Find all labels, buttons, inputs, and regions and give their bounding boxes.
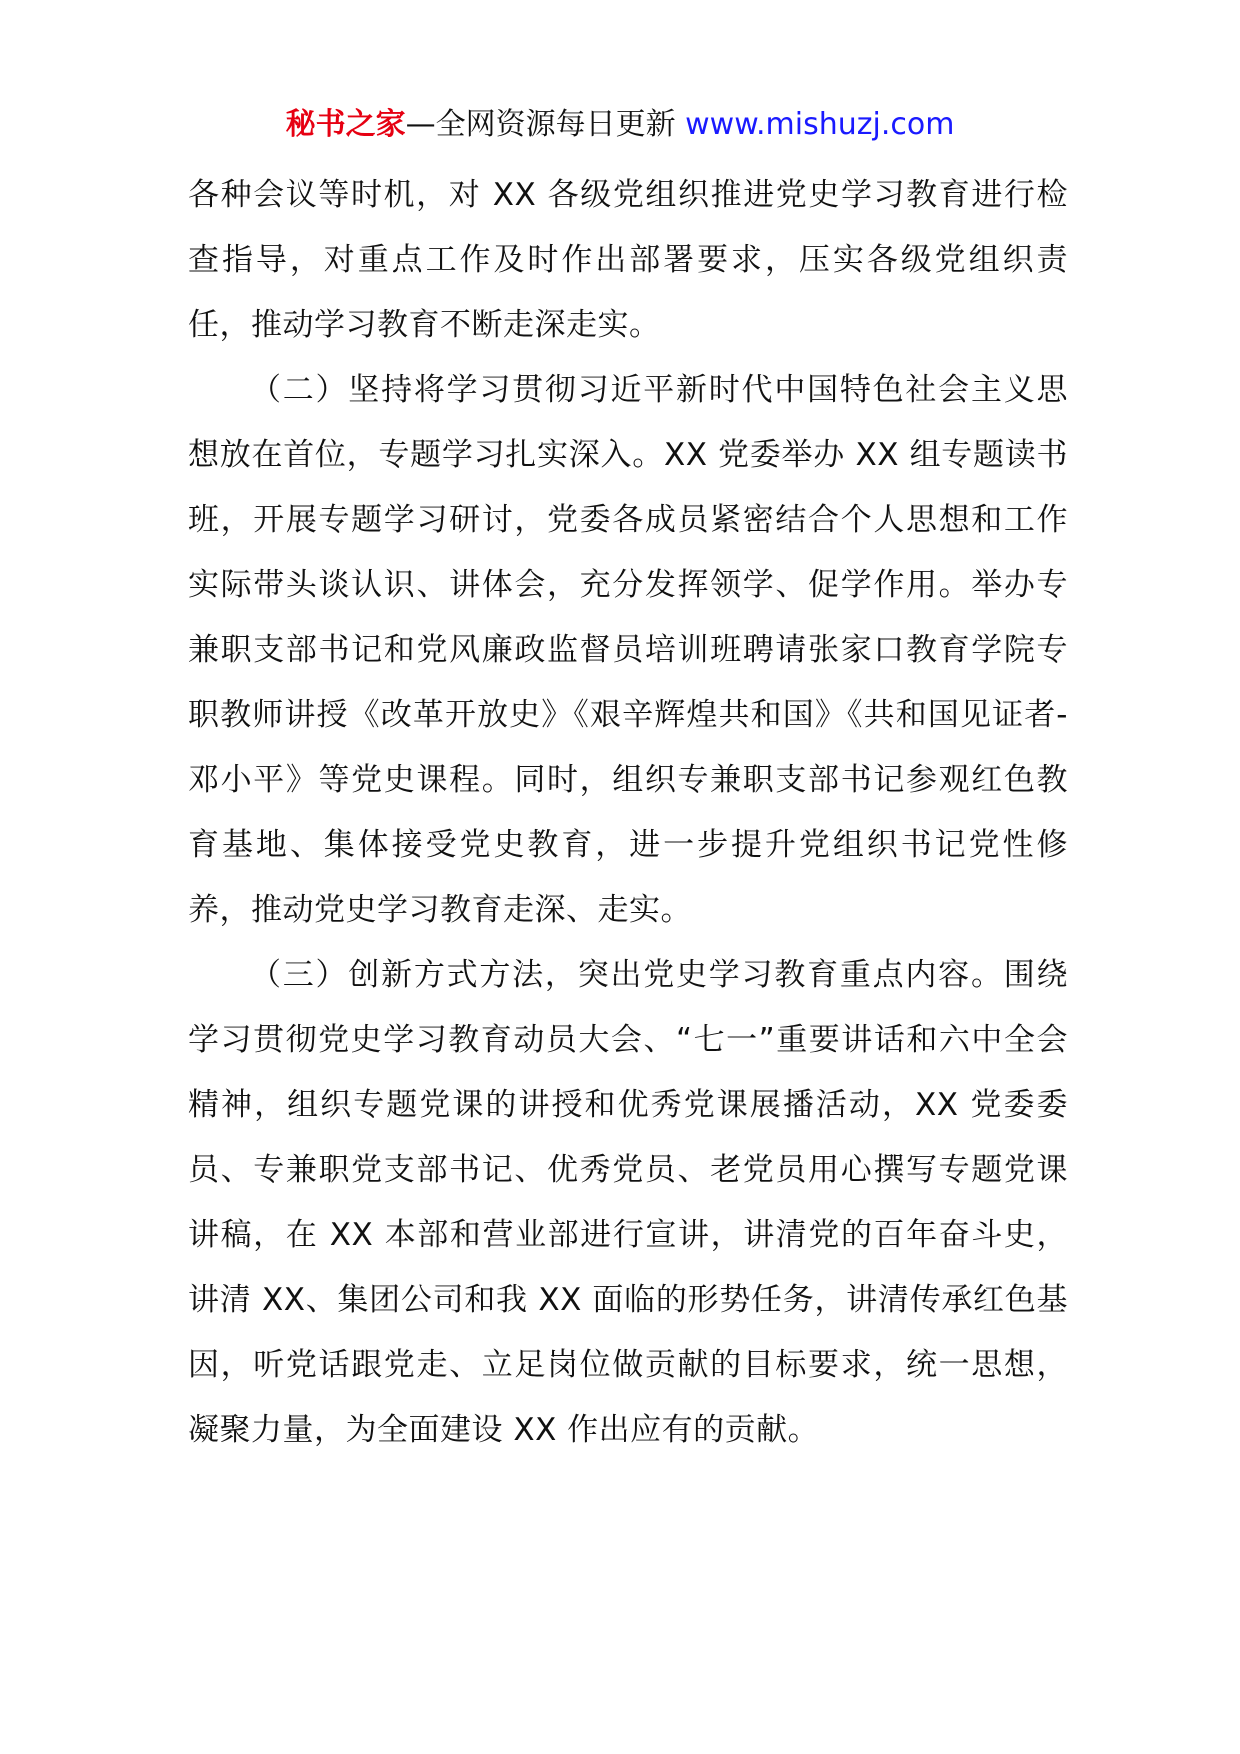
paragraph-section-2: （二）坚持将学习贯彻习近平新时代中国特色社会主义思想放在首位，专题学习扎实深入。XX 党委举办 XX 组专题读书班，开展专题学习研讨，党委各成员紧密结合个人思想和工作实际带头谈认识、讲体会，充分发挥领学、促学作用。举办专兼职支部书记和党风廉政监督员培训班聘请张家口教育学院专职教师讲授《改革开放史》《艰辛辉煌共和国》《共和国见证者-邓小平》等党史课程。同时，组织专兼职支部书记参观红色教育基地、集体接受党史教育，进一步提升党组织书记党性修养，推动党史学习教育走深、走实。 <box>188 372 1068 928</box>
document-body <box>188 163 1068 1463</box>
site-header <box>0 100 1240 150</box>
paragraph-continuation: 各种会议等时机，对 XX 各级党组织推进党史学习教育进行检查指导，对重点工作及时作出部署要求，压实各级党组织责任，推动学习教育不断走深走实。 <box>188 177 1068 343</box>
site-brand: 秘书之家 <box>285 107 406 142</box>
site-url-link[interactable]: www.mishuzj.com <box>685 107 955 142</box>
paragraph-section-3: （三）创新方式方法，突出党史学习教育重点内容。围绕学习贯彻党史学习教育动员大会、“七一”重要讲话和六中全会精神，组织专题党课的讲授和优秀党课展播活动，XX 党委委员、专兼职党支部书记、优秀党员、老党员用心撰写专题党课讲稿，在 XX 本部和营业部进行宣讲，讲清党的百年奋斗史，讲清 XX、集团公司和我 XX 面临的形势任务，讲清传承红色基因，听党话跟党走、立足岗位做贡献的目标要求，统一思想，凝聚力量，为全面建设 XX 作出应有的贡献。 <box>188 957 1068 1448</box>
site-slogan: —全网资源每日更新 <box>405 107 686 142</box>
